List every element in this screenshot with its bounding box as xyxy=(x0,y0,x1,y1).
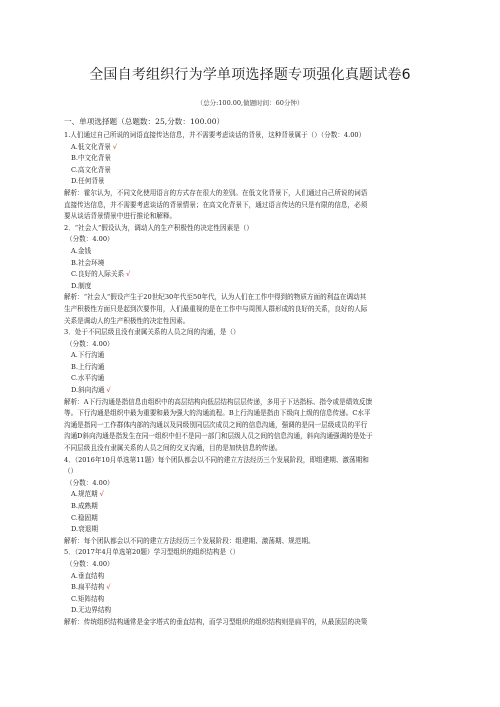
section-heading: 一、单项选择题（总题数：25,分数：100.00） xyxy=(64,117,225,126)
question-5 xyxy=(64,547,436,628)
question-4 xyxy=(64,455,436,548)
analysis-line: 等。下行沟通是组织中最为重要和最为强大的沟通流程。B上行沟通是指由下级向上级的信息传递。C水平 xyxy=(64,409,371,418)
option-a: A.低文化背景 √ xyxy=(71,142,118,151)
question-stem: 3．处于不同层级且没有隶属关系的人员之间的沟通，是（） xyxy=(64,328,240,337)
analysis-line: 解析：传统组织结构通常是金字塔式的垂直结构，而学习型组织的组织结构则是扁平的，从最顶层的决策 xyxy=(64,617,368,626)
analysis-line: 解析：A下行沟通是指信息由组织中的高层结构向低层结构层层传递，多用于下达指标、指令或是绩效反馈 xyxy=(64,397,373,406)
question-stem: 5．（2017年4月单选第20题）学习型组织的组织结构是（） xyxy=(64,548,240,557)
analysis-line: 解析：每个团队都会以不同的建立方法经历三个发展阶段：组建期、激荡期、规范期。 xyxy=(64,536,315,545)
option-a: A.下行沟通 xyxy=(71,351,105,360)
option-b: B.扁平结构 √ xyxy=(71,583,111,592)
option-b: B.社会环境 xyxy=(71,258,105,267)
question-3 xyxy=(64,327,436,455)
option-c: C.良好的人际关系 √ xyxy=(71,270,131,279)
correct-check-icon: √ xyxy=(112,142,118,151)
page-title: 全国自考组织行为学单项选择题专项强化真题试卷6 xyxy=(89,67,411,83)
analysis-line: 解析：霍尔认为，不同文化使用语言的方式存在很大的差别。在低文化背景下，人们通过自己所说的词语 xyxy=(64,188,368,197)
option-d: D.制度 xyxy=(71,281,92,290)
option-a: A.规范期 √ xyxy=(71,490,104,499)
analysis-line: 不同层级且没有隶属关系的人员之间的交叉沟通，目的是加快信息的传递。 xyxy=(64,444,282,453)
question-stem: 4．（2016年10月单选第11题）每个团队都会以不同的建立方法经历三个发展阶段，即组建期、激荡期和 xyxy=(64,455,369,464)
option-c: C.水平沟通 xyxy=(71,374,105,383)
question-score: （分数：4.00） xyxy=(66,235,114,244)
question-2 xyxy=(64,223,436,327)
option-b: B.中文化背景 xyxy=(71,154,111,163)
question-stem-continued: （） xyxy=(64,467,78,476)
analysis-line: 沟通是指同一工作群体内部的沟通以及同级别同层次成员之间的信息沟通，强调的是同一层级成员的平行 xyxy=(64,420,368,429)
analysis-line: 要从谈话背景情景中进行推论和解释。 xyxy=(64,212,177,221)
question-stem: 2．“社会人”假设认为，调动人的生产积极性的决定性因素是（） xyxy=(64,223,253,232)
question-1 xyxy=(64,130,436,223)
correct-check-icon: √ xyxy=(106,583,111,592)
analysis-line: 解析：“社会人”假设产生于20世纪30年代至50年代，认为人们在工作中得到的物质方面的利益在调动其 xyxy=(64,293,367,302)
option-d: D.无边界结构 xyxy=(71,606,112,615)
question-stem: 1.人们通过自己所说的词语直接传达信息，并不需要考虑谈话的背景，这种背景属于（）（分数：4.00） xyxy=(64,131,366,139)
correct-check-icon: √ xyxy=(99,490,104,499)
analysis-line: 生产积极性方面只是起到次要作用，人们最重视的是在工作中与周围人群形成的良好的关系，良好的人际 xyxy=(64,304,368,313)
question-score: （分数：4.00） xyxy=(66,559,114,568)
option-c: C.高文化背景 xyxy=(71,165,111,174)
question-score: （分数：4.00） xyxy=(66,339,114,348)
correct-check-icon: √ xyxy=(126,270,131,279)
analysis-line: 关系是调动人的生产积极性的决定性因素。 xyxy=(64,316,190,325)
option-b: B.成熟期 xyxy=(71,502,98,510)
option-a: A.垂直结构 xyxy=(71,571,105,580)
page-subtitle: （总分:100.00,做题时间：60分钟） xyxy=(196,99,304,107)
option-a: A.金钱 xyxy=(71,246,92,255)
analysis-line: 沟通D斜向沟通是指发生在同一组织中但不是同一部门和层级人员之间的信息沟通，斜向沟通强调的是处于 xyxy=(64,432,373,441)
question-list xyxy=(64,116,436,629)
option-c: C.稳固期 xyxy=(71,513,98,522)
option-b: B.上行沟通 xyxy=(71,362,105,371)
option-c: C.矩阵结构 xyxy=(71,594,105,603)
analysis-line: 直接传达信息，并不需要考虑谈话的背景情景；在高文化背景下，通过语言传达的只是有限的信息，必须 xyxy=(64,200,368,209)
option-d: D.任何背景 xyxy=(71,177,105,186)
question-score: （分数：4.00） xyxy=(66,478,114,487)
option-d: D.衰退期 xyxy=(71,525,98,534)
correct-check-icon: √ xyxy=(106,386,111,395)
option-d: D.斜向沟通 √ xyxy=(71,386,111,395)
